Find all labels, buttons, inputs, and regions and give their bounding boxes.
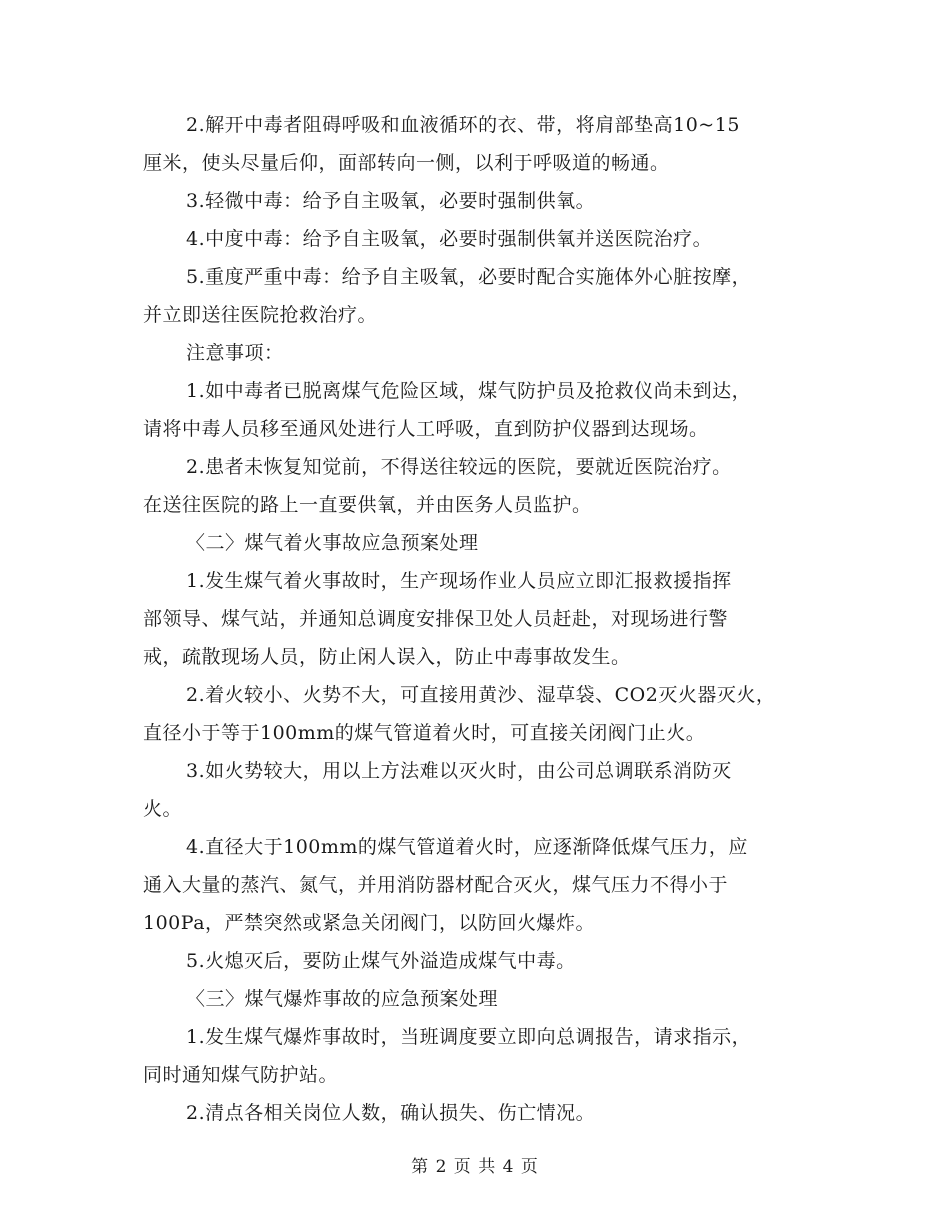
paragraph-line: 在送往医院的路上一直要供氧，并由医务人员监护。 (143, 494, 592, 516)
paragraph-line: 4.中度中毒：给予自主吸氧，必要时强制供氧并送医院治疗。 (186, 228, 713, 250)
section-heading: 〈三〉煤气爆炸事故的应急预案处理 (186, 988, 499, 1010)
paragraph-line: 3.如火势较大，用以上方法难以灭火时，由公司总调联系消防灭 (186, 760, 732, 782)
paragraph-line: 火。 (143, 798, 183, 820)
paragraph-line: 2.清点各相关岗位人数，确认损失、伤亡情况。 (186, 1102, 596, 1124)
page-number-footer: 第 2 页 共 4 页 (411, 1157, 539, 1177)
paragraph-line: 1.如中毒者已脱离煤气危险区域，煤气防护员及抢救仪尚未到达， (186, 380, 752, 402)
paragraph-line: 部领导、煤气站，并通知总调度安排保卫处人员赶赴，对现场进行警 (143, 608, 729, 630)
paragraph-line: 通入大量的蒸汽、氮气，并用消防器材配合灭火，煤气压力不得小于 (143, 874, 729, 896)
section-heading: 注意事项： (186, 342, 284, 364)
paragraph-line: 100Pa，严禁突然或紧急关闭阀门，以防回火爆炸。 (143, 912, 596, 934)
section-heading: 〈二〉煤气着火事故应急预案处理 (186, 532, 479, 554)
paragraph-line: 5.火熄灭后，要防止煤气外溢造成煤气中毒。 (186, 950, 576, 972)
paragraph-line: 1.发生煤气着火事故时，生产现场作业人员应立即汇报救援指挥 (186, 570, 732, 592)
paragraph-line: 直径小于等于100mm的煤气管道着火时，可直接关闭阀门止火。 (143, 722, 706, 744)
paragraph-line: 3.轻微中毒：给予自主吸氧，必要时强制供氧。 (186, 190, 596, 212)
paragraph-line: 2.解开中毒者阻碍呼吸和血液循环的衣、带，将肩部垫高10~15 (186, 114, 740, 136)
paragraph-line: 厘米，使头尽量后仰，面部转向一侧，以利于呼吸道的畅通。 (143, 152, 670, 174)
paragraph-line: 同时通知煤气防护站。 (143, 1064, 339, 1086)
paragraph-line: 并立即送往医院抢救治疗。 (143, 304, 378, 326)
paragraph-line: 1.发生煤气爆炸事故时，当班调度要立即向总调报告，请求指示， (186, 1026, 752, 1048)
paragraph-line: 2.着火较小、火势不大，可直接用黄沙、湿草袋、CO2灭火器灭火， (186, 684, 776, 706)
paragraph-line: 戒，疏散现场人员，防止闲人误入，防止中毒事故发生。 (143, 646, 631, 668)
paragraph-line: 请将中毒人员移至通风处进行人工呼吸，直到防护仪器到达现场。 (143, 418, 709, 440)
paragraph-line: 2.患者未恢复知觉前，不得送往较远的医院，要就近医院治疗。 (186, 456, 732, 478)
paragraph-line: 4.直径大于100mm的煤气管道着火时，应逐渐降低煤气压力，应 (186, 836, 748, 858)
paragraph-line: 5.重度严重中毒：给予自主吸氧，必要时配合实施体外心脏按摩， (186, 266, 752, 288)
